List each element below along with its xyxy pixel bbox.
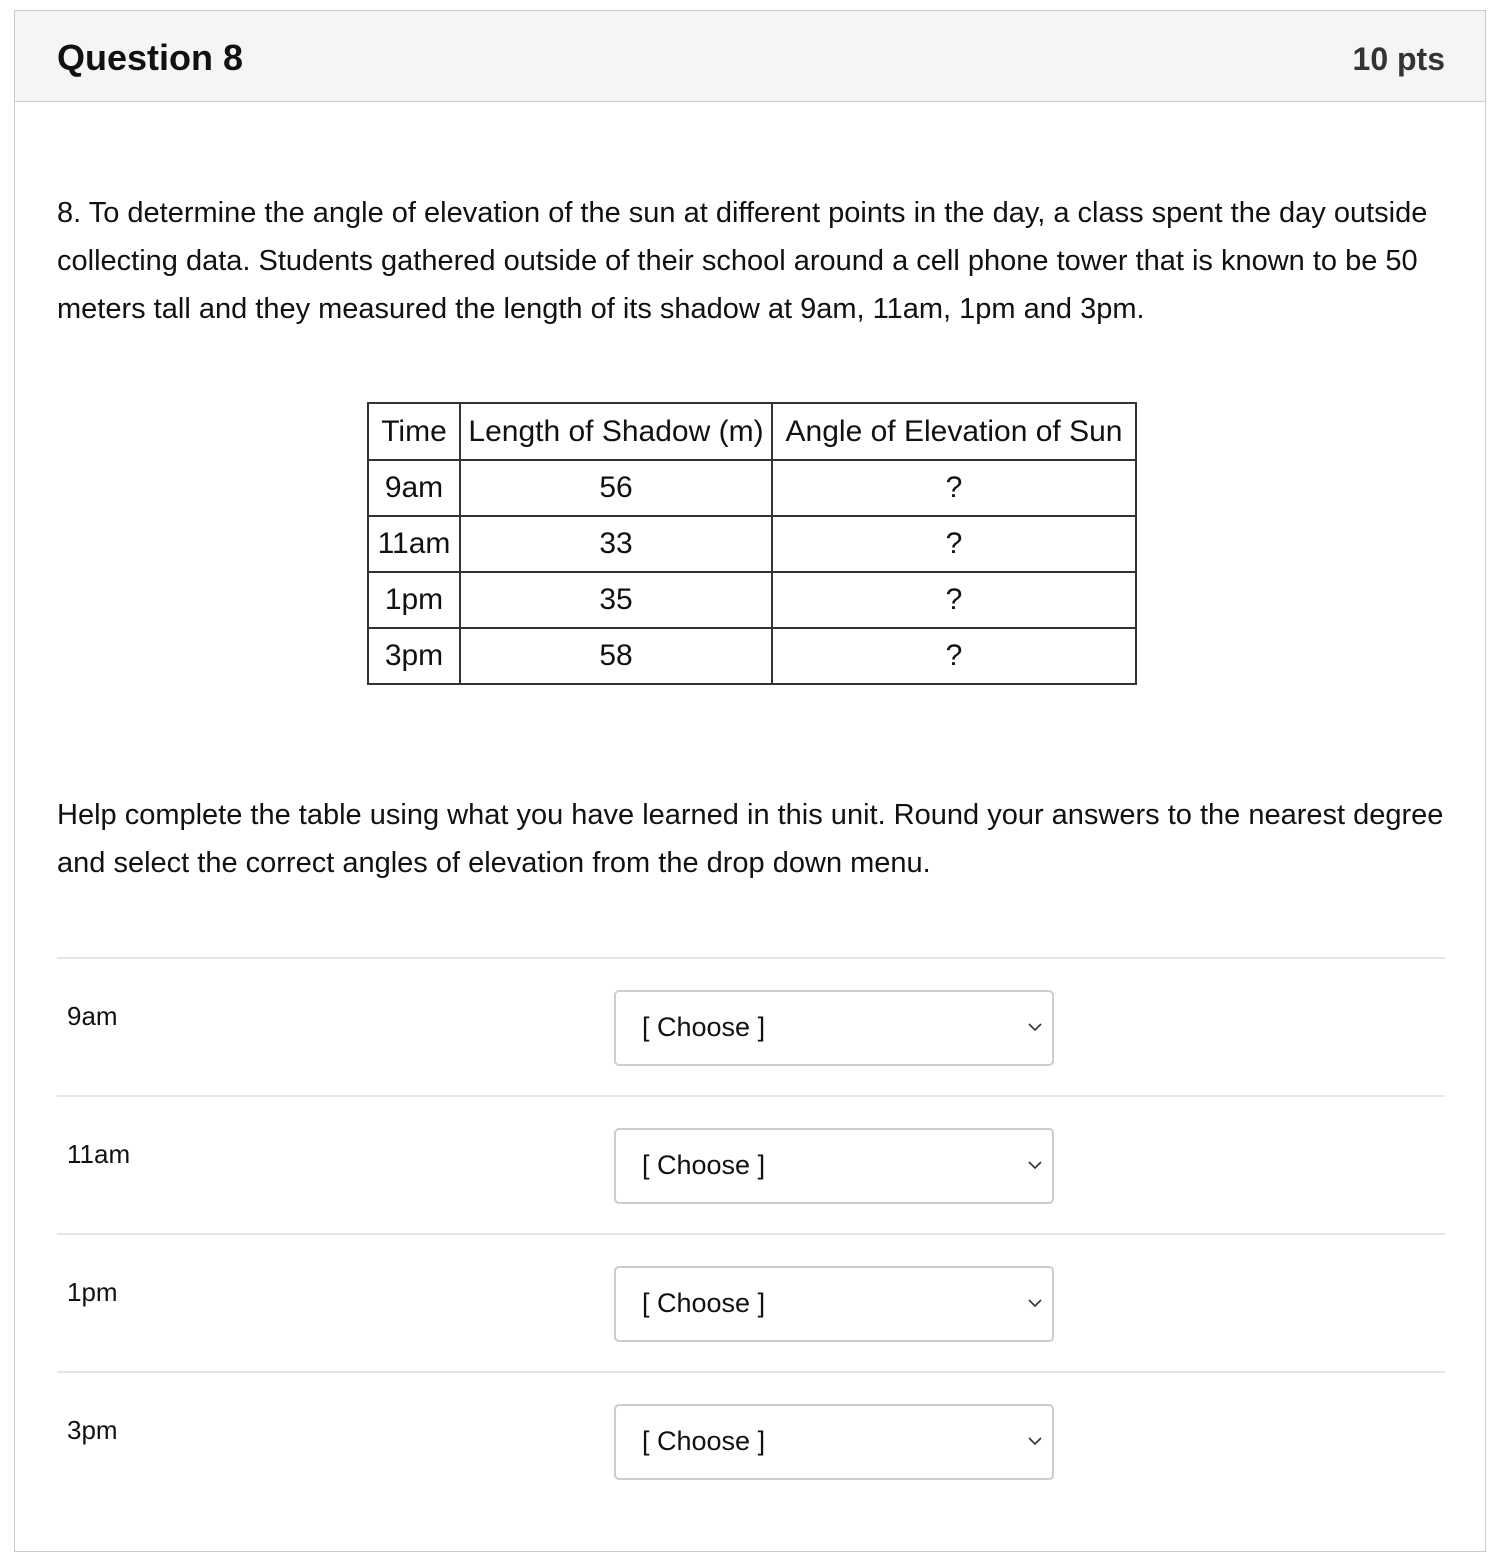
table-row bbox=[368, 572, 1136, 628]
answer-select-3pm[interactable] bbox=[614, 1404, 1054, 1480]
select-value: [ Choose ] bbox=[642, 1426, 766, 1456]
question-header bbox=[15, 11, 1485, 102]
table-header-row bbox=[368, 403, 1136, 460]
chevron-down-icon bbox=[1026, 1432, 1044, 1450]
table-header: Angle of Elevation of Sun bbox=[772, 403, 1136, 460]
table-row bbox=[368, 516, 1136, 572]
answer-label: 1pm bbox=[67, 1277, 118, 1307]
table-header: Time bbox=[368, 403, 460, 460]
question-text: 8. To determine the angle of elevation of the sun at different points in the day, a class spent the day outside collecting data. Students gathered outside of their school around a cell phone tower that is known to be 50 meters tall and they measured the length of its shadow at 9am, 11am, 1pm and 3pm. bbox=[57, 197, 1428, 325]
table-cell: 35 bbox=[460, 572, 772, 628]
table-row bbox=[368, 460, 1136, 516]
table-cell: 33 bbox=[460, 516, 772, 572]
table-cell: ? bbox=[772, 460, 1136, 516]
table-row bbox=[368, 628, 1136, 684]
answer-row bbox=[57, 1371, 1445, 1511]
table-header: Length of Shadow (m) bbox=[460, 403, 772, 460]
answer-row bbox=[57, 1095, 1445, 1235]
table-cell: ? bbox=[772, 572, 1136, 628]
answer-label: 3pm bbox=[67, 1415, 118, 1445]
table-cell: ? bbox=[772, 516, 1136, 572]
select-value: [ Choose ] bbox=[642, 1288, 766, 1318]
chevron-down-icon bbox=[1026, 1018, 1044, 1036]
table-cell: 11am bbox=[368, 516, 460, 572]
table-cell: 3pm bbox=[368, 628, 460, 684]
table-cell: 56 bbox=[460, 460, 772, 516]
select-value: [ Choose ] bbox=[642, 1012, 766, 1042]
answer-row bbox=[57, 957, 1445, 1097]
answer-row bbox=[57, 1233, 1445, 1373]
table-cell: 9am bbox=[368, 460, 460, 516]
table-cell: 58 bbox=[460, 628, 772, 684]
answer-select-1pm[interactable] bbox=[614, 1266, 1054, 1342]
question-title: Question 8 bbox=[57, 37, 244, 78]
answer-select-11am[interactable] bbox=[614, 1128, 1054, 1204]
answer-label: 9am bbox=[67, 1001, 118, 1031]
answer-select-9am[interactable] bbox=[614, 990, 1054, 1066]
data-table bbox=[367, 402, 1137, 685]
chevron-down-icon bbox=[1026, 1156, 1044, 1174]
select-value: [ Choose ] bbox=[642, 1150, 766, 1180]
answer-label: 11am bbox=[67, 1139, 131, 1169]
chevron-down-icon bbox=[1026, 1294, 1044, 1312]
table-cell: ? bbox=[772, 628, 1136, 684]
table-cell: 1pm bbox=[368, 572, 460, 628]
help-text: Help complete the table using what you have learned in this unit. Round your answers to the nearest degree and select the correct angles of elevation from the drop down menu. bbox=[57, 799, 1444, 879]
question-card bbox=[14, 10, 1486, 1552]
question-points: 10 pts bbox=[1352, 41, 1445, 77]
